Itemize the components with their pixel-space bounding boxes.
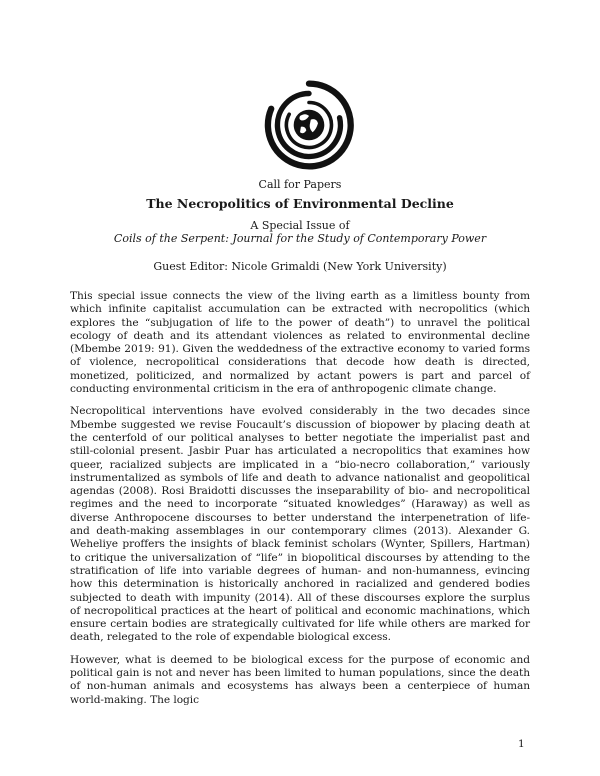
page-number: 1 <box>518 738 525 750</box>
body-text <box>70 290 530 716</box>
call-for-papers-label: Call for Papers <box>258 178 342 191</box>
paragraph: This special issue connects the view of the living earth as a limitless bounty from which infinite capitalist accumulation can be extracted with necropolitics (which explores the “subjugation of life to the power of death”) to unravel the political ecology of death and its attendant violences as related to environmental decline (Mbembe 2019: 91). Given the weddedness of the extractive economy to varied forms of violence, necropolitical considerations that decode how death is directed, monetized, politicized, and normalized by actant powers is part and parcel of conducting environmental criticism in the era of anthropogenic climate change. <box>70 290 530 396</box>
document-title: The Necropolitics of Environmental Decline <box>146 196 454 211</box>
paragraph: However, what is deemed to be biological excess for the purpose of economic and political gain is not and never has been limited to human populations, since the death of non-human animals and ecosystems has always been a centerpiece of human world-making. The logic <box>70 653 530 706</box>
guest-editor: Guest Editor: Nicole Grimaldi (New York University) <box>153 260 447 273</box>
paragraph: Necropolitical interventions have evolved considerably in the two decades since Mbembe suggested we revise Foucault’s discussion of biopower by placing death at the centerfold of our political analyses to better negotiate the imperialist past and still-colonial present. Jasbir Puar has articulated a necropolitics that examines how queer, racialized subjects are implicated in a “bio-necro collaboration,” variously instrumentalized as symbols of life and death to advance nationalist and geopolitical agendas (2008). Rosi Braidotti discusses the inseparability of bio- and necropolitical regimes and the need to incorporate “situated knowledges” (Haraway) as well as diverse Anthropocene discourses to better understand the interpenetration of life- and death-making assemblages in our contemporary climes (2013). Alexander G. Weheliye proffers the insights of black feminist scholars (Wynter, Spillers, Hartman) to critique the universalization of “life” in biopolitical discourses by attending to the stratification of life into variable degrees of human- and non-humanness, evincing how this determination is historically anchored in racialized and gendered bodies subjected to death with impunity (2014). All of these discourses explore the surplus of necropolitical practices at the heart of political and economic machinations, which ensure certain bodies are strategically cultivated for life while others are marked for death, relegated to the role of expendable biological excess. <box>70 405 530 644</box>
journal-name: Coils of the Serpent: Journal for the Study of Contemporary Power <box>113 232 487 245</box>
serpent-coil-globe-icon <box>264 80 354 170</box>
special-issue-label: A Special Issue of <box>250 219 350 232</box>
